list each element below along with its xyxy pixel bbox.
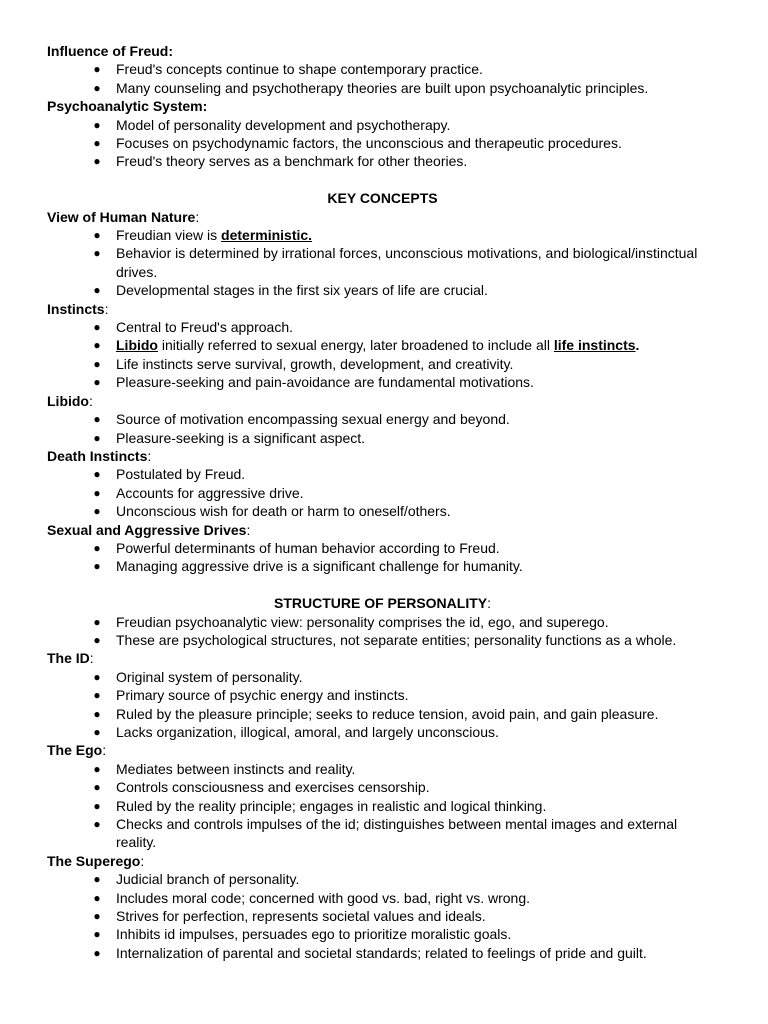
bullet-icon: ●: [93, 62, 101, 77]
list-item: ● Accounts for aggressive drive.: [93, 484, 304, 501]
bullet-icon: ●: [93, 283, 101, 298]
list-item: ● Original system of personality.: [93, 668, 303, 685]
list-item: ● Freud's theory serves as a benchmark for other theories.: [93, 153, 468, 170]
list-item: ● Focuses on psychodynamic factors, the unconscious and therapeutic procedures.: [93, 135, 622, 152]
list-item: ● Many counseling and psychotherapy theories are built upon psychoanalytic principles.: [93, 79, 649, 96]
list-item: ● Inhibits id impulses, persuades ego to prioritize moralistic goals.: [93, 926, 512, 943]
bullet-icon: ●: [93, 504, 101, 519]
bullet-icon: ●: [93, 945, 101, 960]
list-item: ● Model of personality development and psychotherapy.: [93, 116, 451, 133]
section-heading: Instincts:: [47, 300, 109, 317]
section-heading: The Ego:: [47, 742, 107, 759]
list-item: ● Checks and controls impulses of the id; distinguishes between mental images and external reality.: [93, 816, 678, 851]
section-heading: Influence of Freud:: [47, 43, 173, 59]
emphasis-term: Libido: [116, 337, 158, 354]
section-heading: View of Human Nature:: [47, 208, 200, 225]
structure-heading: STRUCTURE OF PERSONALITY:: [273, 595, 491, 612]
bullet-icon: ●: [93, 780, 101, 795]
list-item: ● Freudian psychoanalytic view: personality comprises the id, ego, and superego.: [93, 613, 609, 630]
bullet-icon: ●: [93, 375, 101, 390]
bullet-icon: ●: [93, 614, 101, 629]
bullet-icon: ●: [93, 632, 101, 647]
bullet-icon: ●: [93, 228, 101, 243]
bullet-list: [47, 60, 718, 97]
bullet-icon: ●: [93, 136, 101, 151]
bullet-icon: ●: [93, 927, 101, 942]
section-heading: Libido:: [47, 392, 93, 409]
bullet-list: [47, 226, 718, 300]
bullet-icon: ●: [93, 540, 101, 555]
list-item: ● Freud's concepts continue to shape contemporary practice.: [93, 61, 483, 78]
bullet-icon: ●: [93, 725, 101, 739]
list-item: ● Libido initially referred to sexual energy, later broadened to include all life instincts.: [93, 337, 640, 354]
list-item: ● Behavior is determined by irrational forces, unconscious motivations, and biological/instinctual drives.: [93, 245, 698, 280]
list-item: ● Pleasure-seeking is a significant aspect.: [93, 429, 366, 446]
section-heading: Psychoanalytic System:: [47, 98, 208, 115]
list-item: ● Life instincts serve survival, growth, development, and creativity.: [93, 355, 514, 372]
list-item: ● Ruled by the pleasure principle; seeks to reduce tension, avoid pain, and gain pleasure.: [93, 705, 659, 722]
list-item: ● Source of motivation encompassing sexual energy and beyond.: [93, 411, 510, 428]
list-item: ● Mediates between instincts and reality.: [93, 760, 356, 777]
bullet-icon: ●: [93, 485, 101, 500]
bullet-icon: ●: [93, 798, 101, 813]
bullet-icon: ●: [93, 430, 101, 445]
bullet-icon: ●: [93, 688, 101, 703]
list-item: ● Lacks organization, illogical, amoral, and largely unconscious.: [93, 724, 499, 740]
section-heading: Death Instincts:: [47, 447, 152, 464]
list-item: ● Unconscious wish for death or harm to oneself/others.: [93, 503, 451, 520]
list-item: ● Freudian view is deterministic.: [93, 227, 313, 244]
list-item: ● Postulated by Freud.: [93, 466, 246, 483]
list-item: ● Judicial branch of personality.: [93, 871, 300, 888]
bullet-icon: ●: [93, 872, 101, 887]
bullet-list: [47, 613, 718, 650]
bullet-icon: ●: [93, 246, 101, 261]
list-item: ● Strives for perfection, represents societal values and ideals.: [93, 908, 486, 925]
bullet-list: [47, 668, 718, 742]
bullet-icon: ●: [93, 890, 101, 905]
bullet-list: [47, 410, 718, 447]
bullet-icon: ●: [93, 909, 101, 924]
section-heading: Sexual and Aggressive Drives:: [47, 521, 251, 538]
list-item: ● Powerful determinants of human behavior according to Freud.: [93, 539, 500, 556]
list-item: ● Central to Freud's approach.: [93, 319, 293, 336]
bullet-icon: ●: [93, 117, 101, 132]
list-item: ● Primary source of psychic energy and instincts.: [93, 687, 409, 704]
bullet-icon: ●: [93, 412, 101, 427]
bullet-icon: ●: [93, 706, 101, 721]
list-item: ● Includes moral code; concerned with good vs. bad, right vs. wrong.: [93, 889, 530, 906]
bullet-icon: ●: [93, 761, 101, 776]
bullet-list: [47, 870, 718, 962]
key-concepts-heading: KEY CONCEPTS: [327, 190, 438, 207]
bullet-list: [47, 465, 718, 520]
emphasis-term: life instincts: [553, 337, 636, 354]
list-item: ● Controls consciousness and exercises censorship.: [93, 779, 430, 796]
bullet-list: [47, 760, 718, 852]
bullet-icon: ●: [93, 154, 101, 169]
section-heading: The ID:: [47, 650, 94, 667]
bullet-icon: ●: [93, 817, 101, 832]
emphasis-term: deterministic.: [221, 227, 313, 244]
list-item: ● Pleasure-seeking and pain-avoidance are fundamental motivations.: [93, 374, 534, 391]
list-item: ● Ruled by the reality principle; engages in realistic and logical thinking.: [93, 797, 547, 814]
bullet-icon: ●: [93, 320, 101, 335]
list-item: ● Developmental stages in the first six years of life are crucial.: [93, 282, 488, 299]
section-heading: The Superego:: [47, 852, 145, 869]
bullet-icon: ●: [93, 338, 101, 353]
list-item: ● Managing aggressive drive is a significant challenge for humanity.: [93, 558, 523, 575]
bullet-icon: ●: [93, 559, 101, 574]
document-page: [47, 42, 718, 962]
bullet-list: [47, 318, 718, 392]
bullet-list: [47, 539, 718, 576]
bullet-icon: ●: [93, 80, 101, 95]
list-item: ● Internalization of parental and societal standards; related to feelings of pride and guilt.: [93, 944, 647, 961]
bullet-list: [47, 116, 718, 171]
bullet-icon: ●: [93, 467, 101, 482]
list-item: ● These are psychological structures, not separate entities; personality functions as a whole.: [93, 631, 677, 648]
bullet-icon: ●: [93, 669, 101, 684]
bullet-icon: ●: [93, 356, 101, 371]
